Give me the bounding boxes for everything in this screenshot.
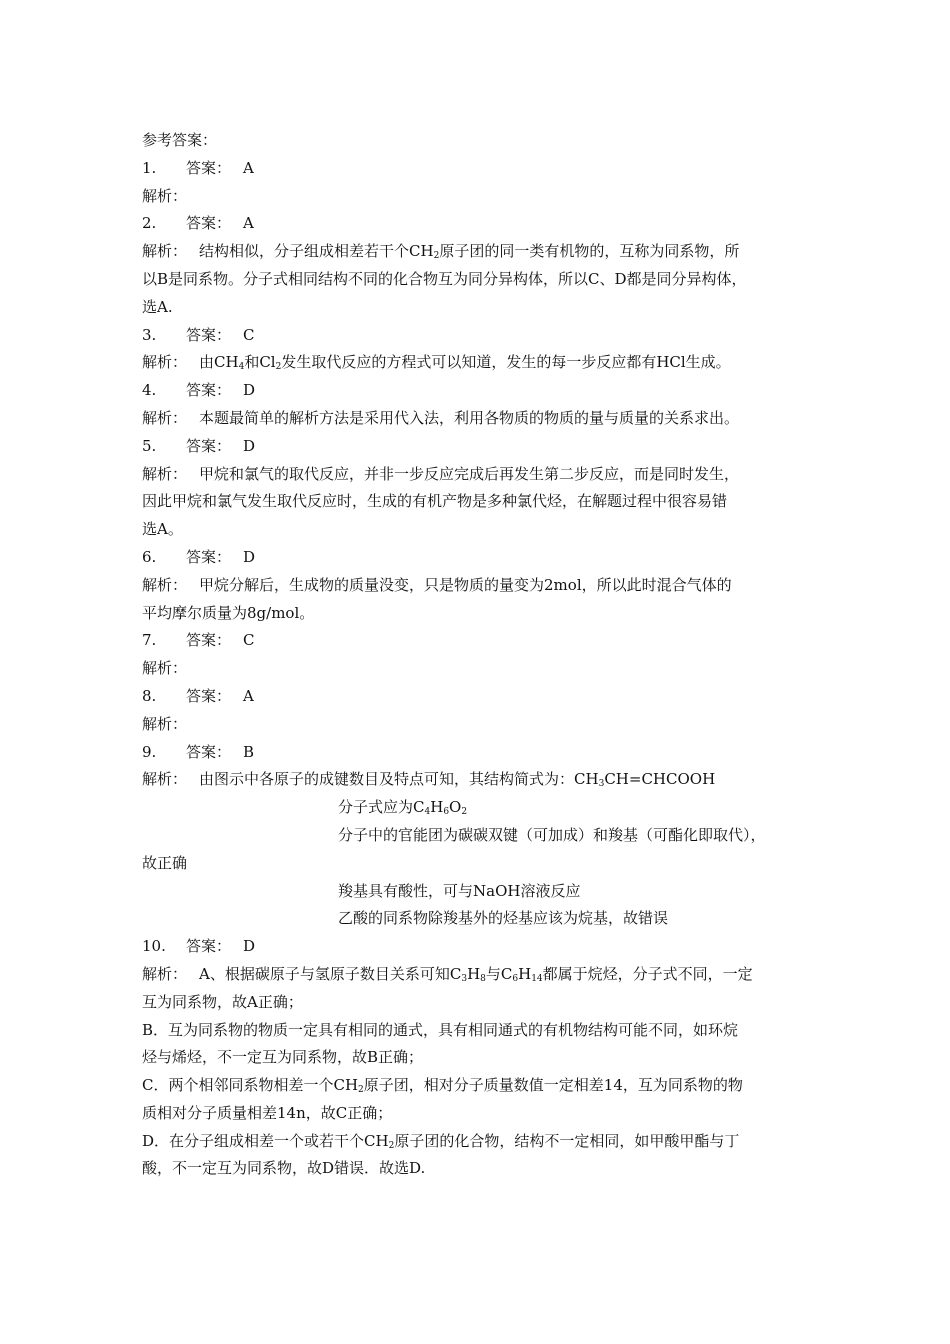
analysis-line-3 bbox=[142, 349, 822, 377]
question-number: 3. bbox=[142, 325, 157, 344]
analysis-line-8 bbox=[142, 711, 822, 739]
answer-line-8 bbox=[142, 683, 822, 711]
question-number: 7. bbox=[142, 631, 157, 650]
formula: H bbox=[518, 964, 532, 983]
analysis-text: 由CH bbox=[199, 353, 239, 372]
analysis-label: 解析： bbox=[142, 242, 188, 261]
analysis-text-line: 故正确 bbox=[142, 853, 188, 872]
analysis-text: 和Cl bbox=[244, 353, 276, 372]
question-number: 10. bbox=[142, 937, 166, 956]
analysis-text: C．两个相邻同系物相差一个CH bbox=[142, 1076, 359, 1095]
question-number: 8. bbox=[142, 686, 157, 705]
subscript: 2 bbox=[433, 251, 440, 262]
analysis-label: 解析： bbox=[142, 659, 188, 678]
subscript: 2 bbox=[461, 807, 468, 818]
answer-line-10 bbox=[142, 933, 822, 961]
analysis-label: 解析： bbox=[142, 964, 188, 983]
formula: O bbox=[449, 798, 462, 817]
analysis-line-7 bbox=[142, 655, 822, 683]
analysis-text-line: 平均摩尔质量为8g/mol。 bbox=[142, 603, 315, 622]
analysis-text-line: 因此甲烷和氯气发生取代反应时，生成的有机产物是多种氯代烃，在解题过程中很容易错 bbox=[142, 492, 728, 511]
answer-value: D bbox=[243, 547, 256, 566]
analysis-text-line: 选A。 bbox=[142, 520, 183, 539]
analysis-text: 原子团的化合物，结构不一定相同，如甲酸甲酯与丁 bbox=[394, 1131, 740, 1150]
analysis-label: 解析： bbox=[142, 186, 188, 205]
answer-line-5 bbox=[142, 433, 822, 461]
subscript: 8 bbox=[480, 973, 486, 984]
analysis-line-5 bbox=[142, 461, 822, 489]
analysis-line-2 bbox=[142, 238, 822, 266]
analysis-text-line: B．互为同系物的物质一定具有相同的通式，具有相同通式的有机物结构可能不同，如环烷 bbox=[142, 1020, 739, 1039]
answer-label: 答案： bbox=[186, 547, 232, 566]
analysis-text: 由图示中各原子的成键数目及特点可知，其结构简式为：CH bbox=[199, 770, 599, 789]
analysis-text-line: 质相对分子质量相差14n，故C正确； bbox=[142, 1103, 393, 1122]
answer-document bbox=[142, 127, 822, 1183]
formula: H bbox=[430, 798, 444, 817]
analysis-text: 本题最简单的解析方法是采用代入法，利用各物质的物质的量与质量的关系求出。 bbox=[199, 408, 740, 427]
analysis-text-line: 选A. bbox=[142, 297, 173, 316]
answer-label: 答案： bbox=[186, 214, 232, 233]
formula: CH bbox=[409, 242, 434, 261]
answer-label: 答案： bbox=[186, 631, 232, 650]
analysis-text: 发生取代反应的方程式可以知道，发生的每一步反应都有HCl生成。 bbox=[281, 353, 731, 372]
answer-label: 答案： bbox=[186, 686, 232, 705]
answer-value: D bbox=[243, 436, 256, 455]
answer-line-4 bbox=[142, 377, 822, 405]
analysis-label: 解析： bbox=[142, 464, 188, 483]
analysis-text-line: 分子中的官能团为碳碳双键（可加成）和羧基（可酯化即取代）， bbox=[338, 825, 766, 844]
analysis-text: 原子团的同一类有机物的，互称为同系物，所 bbox=[439, 242, 740, 261]
subscript: 14 bbox=[531, 973, 543, 984]
answer-value: A bbox=[243, 158, 254, 177]
subscript: 2 bbox=[358, 1085, 364, 1096]
subscript: 4 bbox=[424, 807, 431, 818]
subscript: 6 bbox=[512, 973, 519, 984]
question-number: 2. bbox=[142, 214, 157, 233]
analysis-text: 甲烷分解后，生成物的质量没变，只是物质的量变为2mol，所以此时混合气体的 bbox=[199, 575, 732, 594]
question-number: 4. bbox=[142, 381, 157, 400]
answer-line-1 bbox=[142, 155, 822, 183]
analysis-label: 解析： bbox=[142, 770, 188, 789]
analysis-text: 甲烷和氯气的取代反应，并非一步反应完成后再发生第二步反应，而是同时发生， bbox=[199, 464, 740, 483]
analysis-label: 解析： bbox=[142, 575, 188, 594]
analysis-text-line bbox=[142, 794, 822, 822]
answer-value: A bbox=[243, 214, 254, 233]
analysis-line-6 bbox=[142, 572, 822, 600]
subscript: 3 bbox=[461, 973, 468, 984]
formula: CH=CHCOOH bbox=[604, 770, 716, 789]
question-number: 1. bbox=[142, 158, 157, 177]
analysis-text-line: 互为同系物，故A正确； bbox=[142, 992, 303, 1011]
subscript: 4 bbox=[238, 362, 245, 373]
analysis-text-line bbox=[142, 1128, 822, 1156]
analysis-text: 都属于烷烃，分子式不同，一定 bbox=[542, 964, 753, 983]
analysis-text-line: 烃与烯烃，不一定互为同系物，故B正确； bbox=[142, 1048, 424, 1067]
analysis-text: D．在分子组成相差一个或若干个CH bbox=[142, 1131, 389, 1150]
answer-value: B bbox=[243, 742, 255, 761]
analysis-text: 原子团，相对分子质量数值一定相差14，互为同系物的物 bbox=[363, 1076, 743, 1095]
answer-line-3 bbox=[142, 322, 822, 350]
answer-label: 答案： bbox=[186, 158, 232, 177]
answer-value: D bbox=[243, 937, 256, 956]
subscript: 2 bbox=[388, 1140, 395, 1151]
analysis-label: 解析： bbox=[142, 353, 188, 372]
subscript: 6 bbox=[443, 807, 450, 818]
answer-label: 答案： bbox=[186, 742, 232, 761]
analysis-line-4 bbox=[142, 405, 822, 433]
answer-line-7 bbox=[142, 627, 822, 655]
analysis-label: 解析： bbox=[142, 408, 188, 427]
analysis-text: A、根据碳原子与氢原子数目关系可知C bbox=[199, 964, 462, 983]
answer-value: C bbox=[243, 631, 255, 650]
analysis-text-line: 以B是同系物。分子式相同结构不同的化合物互为同分异构体，所以C、D都是同分异构体， bbox=[142, 269, 747, 288]
answer-line-6 bbox=[142, 544, 822, 572]
analysis-text: 与C bbox=[485, 964, 513, 983]
answer-value: A bbox=[243, 686, 254, 705]
analysis-text: 结构相似，分子组成相差若干个 bbox=[199, 242, 410, 261]
analysis-text-line: 酸，不一定互为同系物，故D错误．故选D. bbox=[142, 1159, 426, 1178]
analysis-line-9 bbox=[142, 766, 822, 794]
analysis-text: 分子式应为C bbox=[338, 798, 425, 817]
answer-value: D bbox=[243, 381, 256, 400]
analysis-line-10 bbox=[142, 961, 822, 989]
formula: H bbox=[467, 964, 481, 983]
question-number: 6. bbox=[142, 547, 157, 566]
answer-label: 答案： bbox=[186, 381, 232, 400]
question-number: 5. bbox=[142, 436, 157, 455]
document-title: 参考答案： bbox=[142, 131, 218, 149]
answer-label: 答案： bbox=[186, 325, 232, 344]
analysis-label: 解析： bbox=[142, 714, 188, 733]
analysis-text-line bbox=[142, 1072, 822, 1100]
subscript: 3 bbox=[598, 779, 605, 790]
subscript: 2 bbox=[275, 362, 282, 373]
analysis-text-line: 乙酸的同系物除羧基外的烃基应该为烷基，故错误 bbox=[338, 909, 669, 928]
answer-line-9 bbox=[142, 739, 822, 767]
answer-value: C bbox=[243, 325, 255, 344]
analysis-text-line: 羧基具有酸性，可与NaOH溶液反应 bbox=[338, 881, 581, 900]
analysis-line-1 bbox=[142, 183, 822, 211]
question-number: 9. bbox=[142, 742, 157, 761]
answer-label: 答案： bbox=[186, 436, 232, 455]
answer-line-2 bbox=[142, 210, 822, 238]
answer-label: 答案： bbox=[186, 937, 232, 956]
